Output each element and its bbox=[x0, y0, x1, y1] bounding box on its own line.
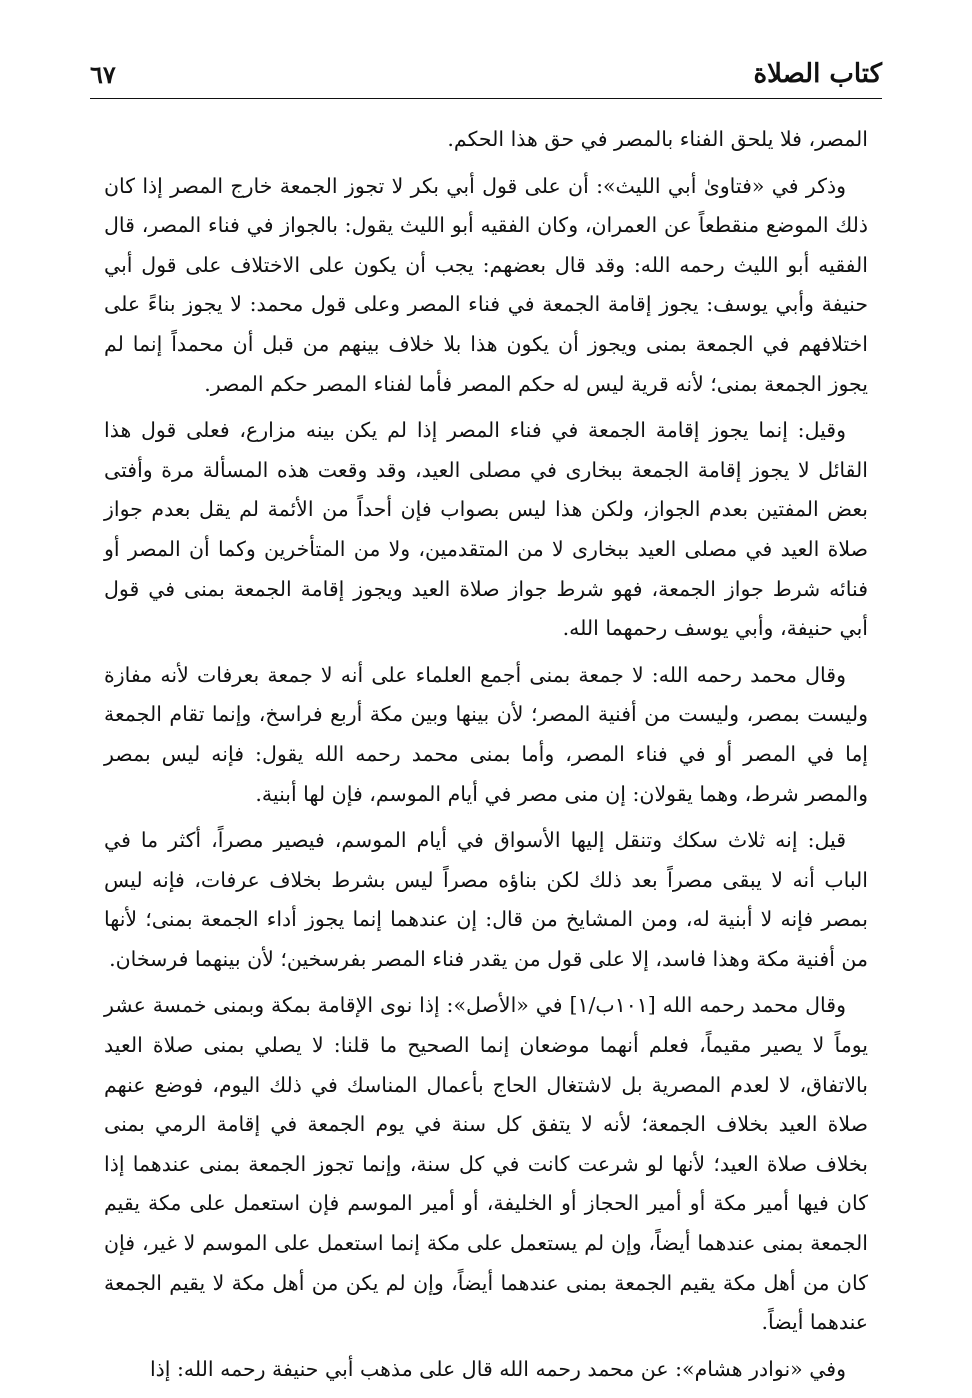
header-rule bbox=[90, 98, 882, 99]
paragraph: قيل: إنه ثلاث سكك وتنقل إليها الأسواق في أيام الموسم، فيصير مصراً، أكثر ما في الباب أنه لا يبقى مصراً بعد ذلك لكن بناؤه مصراً ليس بشرط بخلاف عرفات، فإنه ليس بمصر فإنه لا أبنية له، ومن المشايخ من قال: إن عندهما إنما يجوز أداء الجمعة بمنى؛ لأنها من أفنية مكة وهذا فاسد، إلا على قول من يقدر فناء المصر بفرسخين؛ لأن بينهما فرسخان. bbox=[104, 828, 868, 971]
body-text bbox=[104, 120, 868, 1396]
paragraph: وفي «نوادر هشام»: عن محمد رحمه الله قال على مذهب أبي حنيفة رحمه الله: إذا bbox=[149, 1356, 846, 1381]
paragraph: وقال محمد رحمه الله: لا جمعة بمنى أجمع العلماء على أنه لا جمعة بعرفات لأنه مفازة وليست بمصر، وليست من أفنية المصر؛ لأن بينها وبين مكة أربع فراسخ، وإنما تقام الجمعة إما في المصر أو في فناء المصر، وأما بمنى محمد رحمه الله يقول: فإنه ليس بمصر والمصر شرط، وهما يقولان: إن منى مصر في أيام الموسم، فإن لها أبنية. bbox=[104, 662, 868, 806]
running-title: كتاب الصلاة bbox=[753, 59, 882, 89]
page-number: ٦٧ bbox=[90, 59, 116, 89]
paragraph: وقيل: إنما يجوز إقامة الجمعة في فناء المصر إذا لم يكن بينه مزارع، فعلى قول هذا القائل لا يجوز إقامة الجمعة ببخارى في مصلى العيد، وقد وقعت هذه المسألة مرة وأفتى بعض المفتين بعدم الجواز، ولكن هذا ليس بصواب فإن أحداً من الأئمة لم يقل بعدم جواز صلاة العيد في مصلى العيد ببخارى لا من المتقدمين، ولا من المتأخرين وكما أن المصر أو فنائه شرط جواز الجمعة، فهو شرط جواز صلاة العيد ويجوز إقامة الجمعة بمنى في قول أبي حنيفة، وأبي يوسف رحمهما الله. bbox=[104, 418, 868, 641]
paragraph: وقال محمد رحمه الله [١٠١ب/١] في «الأصل»: إذا نوى الإقامة بمكة وبمنى خمسة عشر يوماً لا يصير مقيماً، فعلم أنهما موضعان إنما الصحيح ما قلنا: لا يصلي بمنى صلاة العيد بالاتفاق، لا لعدم المصرية بل لاشتغال الحاج بأعمال المناسك في ذلك اليوم، فوضع عنهم صلاة العيد بخلاف الجمعة؛ لأنه لا يتفق كل سنة في يوم الجمعة في إقامة الرمي بمنى بخلاف صلاة العيد؛ لأنها لو شرعت كانت في كل سنة، وإنما تجوز الجمعة بمنى عندهما إذا كان فيها أمير مكة أو أمير الحجاز أو الخليفة، أو أمير الموسم فإن استعمل على مكة يقيم الجمعة بمنى عندهما أيضاً، وإن لم يستعمل على مكة إنما استعمل على الموسم لا غير، فإن كان من أهل مكة يقيم الجمعة بمنى عندهما أيضاً، وإن لم يكن من أهل مكة لا يقيم الجمعة عندهما أيضاً. bbox=[104, 993, 868, 1335]
page-header bbox=[90, 52, 882, 96]
paragraph: وذكر في «فتاوىٰ أبي الليث»: أن على قول أبي بكر لا تجوز الجمعة خارج المصر إذا كان ذلك الموضع منقطعاً عن العمران، وكان الفقيه أبو الليث يقول: بالجواز في فناء المصر، قال الفقيه أبو الليث رحمه الله: وقد قال بعضهم: يجب أن يكون على الاختلاف على قول أبي حنيفة وأبي يوسف: يجوز إقامة الجمعة في فناء المصر وعلى قول محمد: لا يجوز بناءً على اختلافهم في الجمعة بمنى ويجوز أن يكون هذا بلا خلاف بينهم من قبل أن محمداً إنما لم يجوز الجمعة بمنى؛ لأنه قرية ليس له حكم المصر فأما لفناء المصر حكم المصر. bbox=[104, 173, 868, 396]
paragraph: المصر، فلا يلحق الفناء بالمصر في حق هذا الحكم. bbox=[447, 127, 868, 151]
